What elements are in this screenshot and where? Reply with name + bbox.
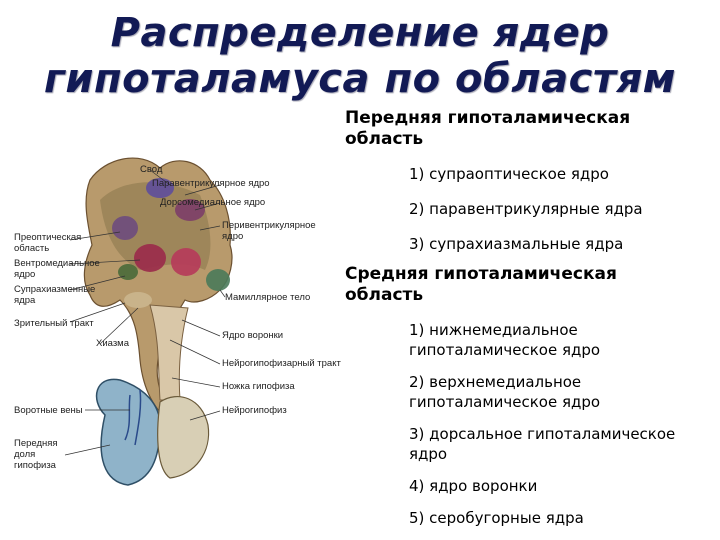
section-middle-heading	[345, 264, 717, 306]
neurohypophysis-lobe	[158, 397, 209, 478]
label-periventricular-nucleus	[222, 220, 316, 242]
hypothalamus-figure	[10, 140, 350, 540]
label-preoptic-line-1: Преоптическая	[14, 232, 82, 243]
label-anterior-line-2: доля	[14, 449, 36, 460]
label-preoptic-area	[14, 232, 81, 254]
slide-title-line-1: Распределение ядер	[110, 10, 610, 56]
label-neurohypophysis: Нейрогипофиз	[222, 405, 287, 416]
ventromedial-nucleus	[134, 244, 166, 272]
label-ventromedial-nucleus	[14, 258, 100, 280]
list-item: 5) серобугорные ядра	[409, 509, 584, 527]
label-periventricular-line-1: Перивентрикулярное	[222, 220, 316, 231]
mamillary-body	[206, 269, 230, 291]
list-item: 2) верхнемедиальное гипоталамическое ядро	[409, 373, 601, 411]
label-optic-tract: Зрительный тракт	[14, 318, 94, 329]
label-periventricular-line-2: ядро	[222, 231, 244, 242]
regions-text	[345, 108, 717, 528]
list-item: 3) супрахиазмальные ядра	[409, 235, 624, 253]
list-item: 3) дорсальное гипоталамическое ядро	[409, 425, 676, 463]
list-item: 4) ядро воронки	[409, 477, 538, 495]
label-anterior-line-3: гипофиза	[14, 460, 56, 471]
list-item: 2) паравентрикулярные ядра	[409, 200, 643, 218]
section-middle-heading-line-2: область	[345, 285, 424, 305]
label-infundibular-nucleus: Ядро воронки	[222, 330, 284, 341]
infundibular-nucleus	[171, 248, 201, 276]
slide-title	[0, 10, 720, 102]
slide-title-line-2: гипоталамуса по областям	[44, 56, 676, 102]
section-middle	[345, 264, 717, 528]
label-mamillary-body: Мамиллярное тело	[225, 292, 311, 303]
section-anterior-heading-line-1: Передняя гипоталамическая	[345, 108, 631, 128]
label-neurohypophyseal-tract: Нейрогипофизарный тракт	[222, 358, 341, 369]
label-preoptic-line-2: область	[14, 243, 50, 254]
label-portal-veins: Воротные вены	[14, 405, 83, 416]
suprachiasmatic-nuclei	[118, 264, 138, 280]
optic-chiasm	[124, 292, 152, 308]
label-suprachiasmatic-line-2: ядра	[14, 295, 36, 306]
label-suprachiasmatic-line-1: Супрахиазменные	[14, 284, 96, 295]
label-pituitary-stalk: Ножка гипофиза	[222, 381, 295, 392]
label-dorsomedial-nucleus: Дорсомедиальное ядро	[160, 197, 266, 208]
label-ventromedial-line-2: ядро	[14, 269, 36, 280]
label-anterior-line-1: Передняя	[14, 438, 58, 449]
preoptic-area	[112, 216, 138, 240]
section-anterior	[345, 108, 717, 254]
section-middle-heading-line-1: Средняя гипоталамическая	[345, 264, 617, 284]
list-item: 1) супраоптическое ядро	[409, 165, 609, 183]
section-anterior-heading	[345, 108, 717, 150]
label-paraventricular-nucleus: Паравентрикулярное ядро	[152, 178, 270, 189]
label-suprachiasmatic-nuclei	[14, 284, 95, 306]
list-item: 1) нижнемедиальное гипоталамическое ядро	[409, 321, 601, 359]
label-fornix: Свод	[140, 164, 163, 175]
section-anterior-heading-line-2: область	[345, 129, 424, 149]
label-ventromedial-line-1: Вентромедиальное	[14, 258, 100, 269]
label-anterior-pituitary	[14, 438, 58, 471]
label-chiasm: Хиазма	[96, 338, 129, 349]
